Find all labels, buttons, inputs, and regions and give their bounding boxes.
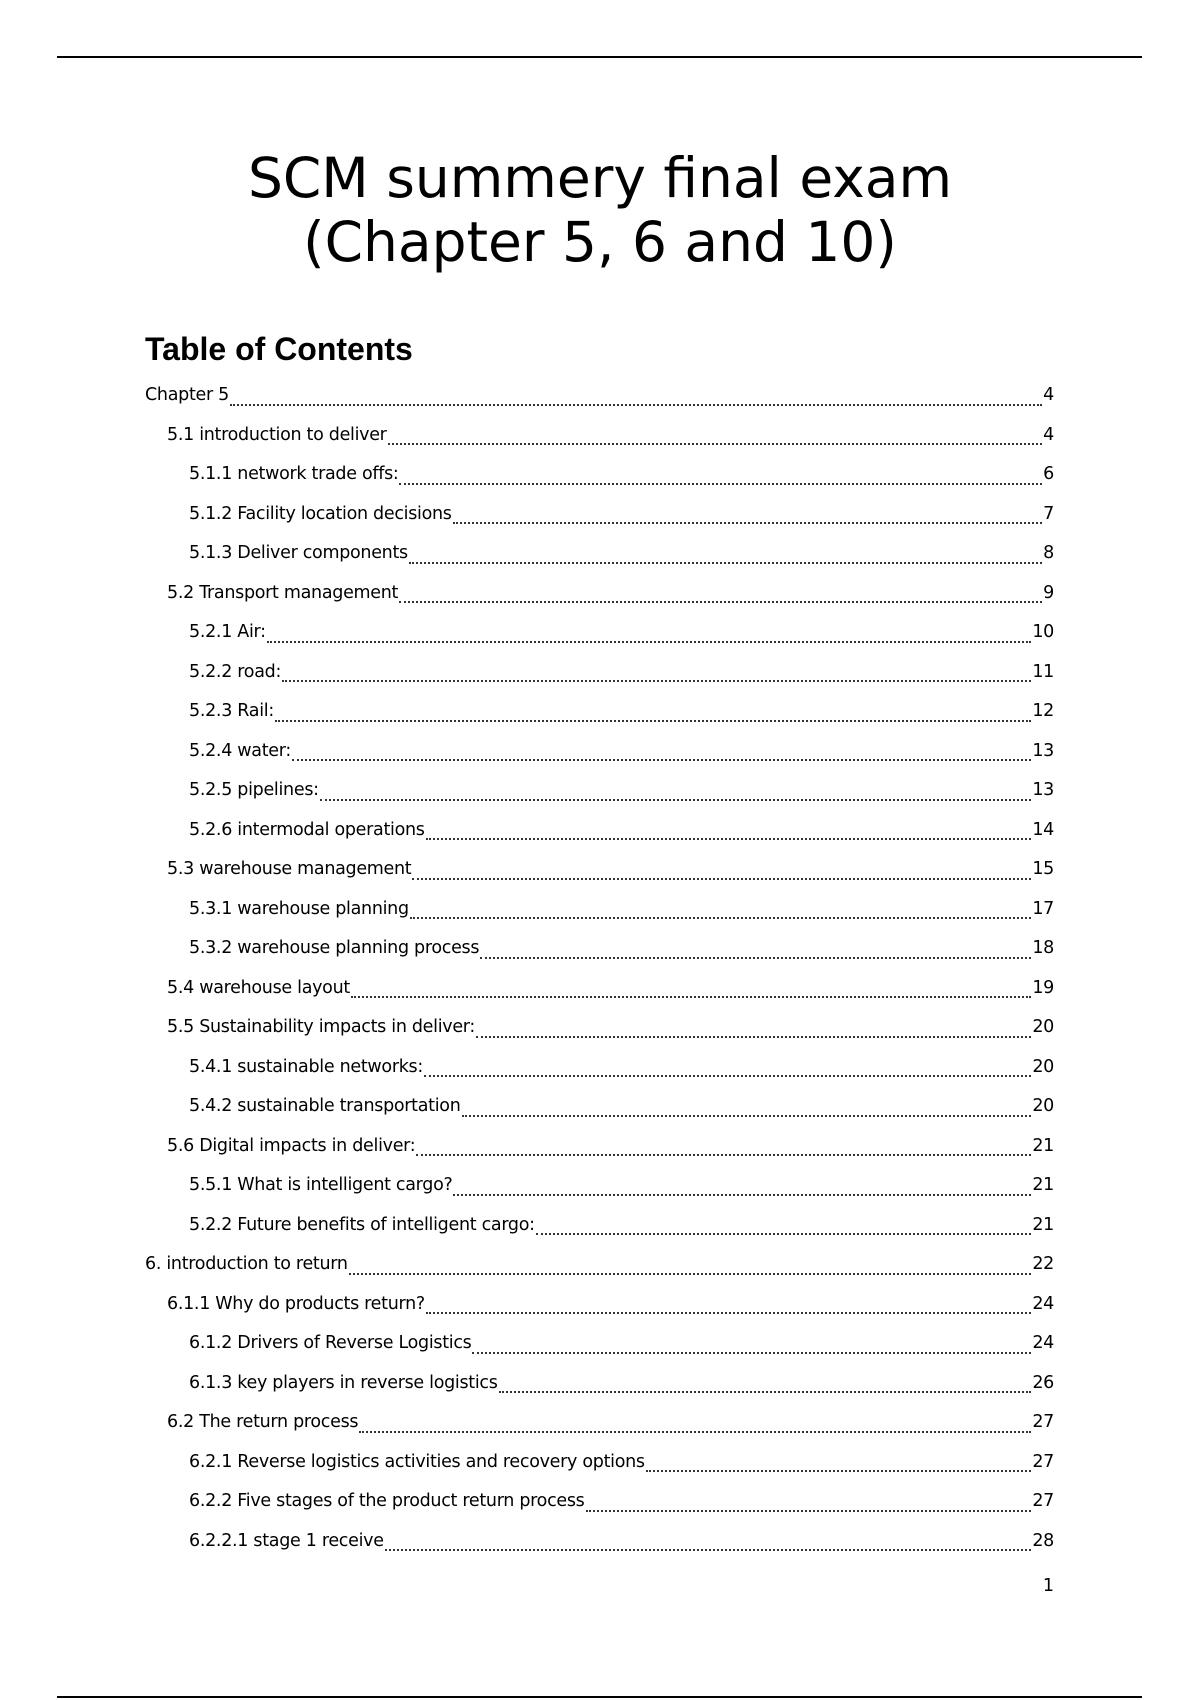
toc-heading: Table of Contents bbox=[145, 331, 413, 367]
toc-entry[interactable] bbox=[145, 1482, 1054, 1522]
toc-entry[interactable] bbox=[145, 1127, 1054, 1167]
dot-leader bbox=[480, 957, 1031, 959]
dot-leader bbox=[399, 483, 1042, 485]
toc-entry-label: 5.2.6 intermodal operations bbox=[189, 819, 425, 840]
toc-entry[interactable] bbox=[145, 1048, 1054, 1088]
toc-entry[interactable] bbox=[145, 416, 1054, 456]
toc-entry-page: 20 bbox=[1032, 1017, 1054, 1037]
toc-entry-label: 6.2.2.1 stage 1 receive bbox=[189, 1530, 384, 1551]
toc-entry-page: 24 bbox=[1032, 1293, 1054, 1314]
toc-entry[interactable] bbox=[145, 890, 1054, 930]
toc-entry-page: 4 bbox=[1043, 424, 1054, 445]
title-line-1: SCM summery final exam bbox=[247, 146, 953, 210]
dot-leader bbox=[476, 1036, 1031, 1038]
toc-entry-page: 15 bbox=[1032, 859, 1054, 879]
toc-entry-page: 27 bbox=[1032, 1451, 1054, 1472]
toc-entry[interactable] bbox=[145, 1087, 1054, 1127]
toc-entry[interactable] bbox=[145, 455, 1054, 495]
toc-entry-label: 6.1.2 Drivers of Reverse Logistics bbox=[189, 1333, 472, 1353]
toc-entry-page: 8 bbox=[1043, 543, 1054, 563]
toc-entry[interactable] bbox=[145, 495, 1054, 535]
toc-entry[interactable] bbox=[145, 1206, 1054, 1246]
toc-entry-label: 5.1.2 Facility location decisions bbox=[189, 503, 452, 524]
toc-entry-label: 5.4.1 sustainable networks: bbox=[189, 1056, 423, 1077]
dot-leader bbox=[399, 601, 1042, 603]
toc-entry[interactable] bbox=[145, 1364, 1054, 1404]
dot-leader bbox=[536, 1233, 1032, 1235]
dot-leader bbox=[416, 1154, 1031, 1156]
toc-entry-page: 27 bbox=[1032, 1412, 1054, 1432]
dot-leader bbox=[426, 1312, 1031, 1314]
dot-leader bbox=[292, 759, 1031, 761]
toc-entry[interactable] bbox=[145, 613, 1054, 653]
dot-leader bbox=[453, 1194, 1031, 1196]
toc-entry[interactable] bbox=[145, 692, 1054, 732]
dot-leader bbox=[409, 562, 1042, 564]
toc-entry-label: 5.3 warehouse management bbox=[167, 859, 412, 879]
toc-entry-label: 6.2 The return process bbox=[167, 1412, 359, 1432]
toc-entry-label: 6.2.2 Five stages of the product return process bbox=[189, 1491, 585, 1511]
toc-entry[interactable] bbox=[145, 1008, 1054, 1048]
toc-entry-page: 21 bbox=[1032, 1214, 1054, 1235]
toc-entry[interactable] bbox=[145, 376, 1054, 416]
toc-entry[interactable] bbox=[145, 732, 1054, 772]
dot-leader bbox=[385, 1549, 1032, 1551]
toc-entry-page: 4 bbox=[1043, 385, 1054, 405]
toc-entry-label: 6.1.1 Why do products return? bbox=[167, 1293, 425, 1314]
toc-entry[interactable] bbox=[145, 850, 1054, 890]
toc-entry-label: 5.1.1 network trade offs: bbox=[189, 464, 399, 484]
toc-entry-label: 5.5 Sustainability impacts in deliver: bbox=[167, 1017, 475, 1037]
toc-entry-label: 5.2 Transport management bbox=[167, 582, 399, 603]
toc-entry[interactable] bbox=[145, 969, 1054, 1009]
toc-entry-page: 21 bbox=[1032, 1175, 1054, 1195]
table-of-contents bbox=[145, 376, 1054, 1561]
toc-entry-label: 5.2.4 water: bbox=[189, 740, 291, 761]
toc-entry[interactable] bbox=[145, 534, 1054, 574]
toc-entry-page: 9 bbox=[1043, 582, 1054, 603]
toc-entry-label: 5.1 introduction to deliver bbox=[167, 424, 387, 445]
dot-leader bbox=[426, 838, 1032, 840]
toc-entry-page: 24 bbox=[1032, 1333, 1054, 1353]
toc-entry-label: 5.4.2 sustainable transportation bbox=[189, 1096, 461, 1116]
toc-entry-page: 20 bbox=[1032, 1056, 1054, 1077]
toc-entry-page: 28 bbox=[1032, 1530, 1054, 1551]
toc-entry-page: 14 bbox=[1032, 819, 1054, 840]
dot-leader bbox=[351, 996, 1031, 998]
dot-leader bbox=[412, 878, 1031, 880]
toc-entry[interactable] bbox=[145, 1403, 1054, 1443]
toc-entry[interactable] bbox=[145, 1245, 1054, 1285]
toc-entry-label: 5.4 warehouse layout bbox=[167, 977, 350, 998]
toc-entry[interactable] bbox=[145, 1522, 1054, 1562]
toc-entry[interactable] bbox=[145, 1285, 1054, 1325]
toc-entry-page: 11 bbox=[1032, 661, 1054, 682]
dot-leader bbox=[275, 720, 1031, 722]
dot-leader bbox=[462, 1115, 1032, 1117]
toc-entry-label: 6.2.1 Reverse logistics activities and recovery options bbox=[189, 1451, 645, 1472]
toc-entry[interactable] bbox=[145, 811, 1054, 851]
toc-entry-label: 5.2.3 Rail: bbox=[189, 701, 274, 721]
toc-entry-label: 5.3.1 warehouse planning bbox=[189, 898, 409, 919]
toc-entry-page: 10 bbox=[1032, 622, 1054, 642]
dot-leader bbox=[320, 799, 1032, 801]
toc-entry-label: 5.2.2 Future benefits of intelligent cargo: bbox=[189, 1214, 535, 1235]
title-line-2: (Chapter 5, 6 and 10) bbox=[303, 210, 897, 274]
page-number: 1 bbox=[1042, 1576, 1054, 1596]
toc-entry-label: 5.2.5 pipelines: bbox=[189, 780, 319, 800]
document-title bbox=[0, 146, 1200, 274]
dot-leader bbox=[230, 404, 1042, 406]
toc-entry-page: 26 bbox=[1032, 1372, 1054, 1393]
toc-entry[interactable] bbox=[145, 1443, 1054, 1483]
dot-leader bbox=[388, 443, 1043, 445]
toc-entry-page: 17 bbox=[1032, 898, 1054, 919]
header-rule bbox=[57, 56, 1142, 58]
toc-entry-page: 22 bbox=[1032, 1254, 1054, 1274]
toc-entry-label: 5.1.3 Deliver components bbox=[189, 543, 408, 563]
toc-entry[interactable] bbox=[145, 653, 1054, 693]
toc-entry[interactable] bbox=[145, 771, 1054, 811]
toc-entry-page: 12 bbox=[1032, 701, 1054, 721]
toc-entry[interactable] bbox=[145, 929, 1054, 969]
dot-leader bbox=[499, 1391, 1032, 1393]
toc-entry[interactable] bbox=[145, 574, 1054, 614]
toc-entry-page: 20 bbox=[1032, 1096, 1054, 1116]
toc-entry-page: 13 bbox=[1032, 740, 1054, 761]
toc-entry[interactable] bbox=[145, 1324, 1054, 1364]
dot-leader bbox=[282, 680, 1031, 682]
toc-entry-page: 27 bbox=[1032, 1491, 1054, 1511]
dot-leader bbox=[472, 1352, 1031, 1354]
toc-entry-page: 13 bbox=[1032, 780, 1054, 800]
toc-entry-label: Chapter 5 bbox=[145, 385, 229, 405]
toc-entry-page: 6 bbox=[1043, 464, 1054, 484]
toc-entry-page: 7 bbox=[1043, 503, 1054, 524]
dot-leader bbox=[410, 917, 1032, 919]
footer-rule bbox=[57, 1696, 1142, 1698]
toc-entry-page: 21 bbox=[1032, 1135, 1054, 1156]
dot-leader bbox=[586, 1510, 1032, 1512]
toc-entry-page: 18 bbox=[1032, 938, 1054, 958]
toc-entry-label: 5.2.2 road: bbox=[189, 661, 282, 682]
dot-leader bbox=[359, 1431, 1031, 1433]
dot-leader bbox=[453, 522, 1043, 524]
dot-leader bbox=[424, 1075, 1031, 1077]
dot-leader bbox=[267, 641, 1032, 643]
toc-entry-label: 5.2.1 Air: bbox=[189, 622, 266, 642]
toc-entry-label: 6.1.3 key players in reverse logistics bbox=[189, 1372, 498, 1393]
toc-entry[interactable] bbox=[145, 1166, 1054, 1206]
toc-entry-label: 5.5.1 What is intelligent cargo? bbox=[189, 1175, 453, 1195]
dot-leader bbox=[349, 1273, 1032, 1275]
toc-entry-label: 5.6 Digital impacts in deliver: bbox=[167, 1135, 416, 1156]
toc-entry-label: 6. introduction to return bbox=[145, 1254, 348, 1274]
toc-entry-label: 5.3.2 warehouse planning process bbox=[189, 938, 480, 958]
toc-entry-page: 19 bbox=[1032, 977, 1054, 998]
dot-leader bbox=[646, 1470, 1032, 1472]
